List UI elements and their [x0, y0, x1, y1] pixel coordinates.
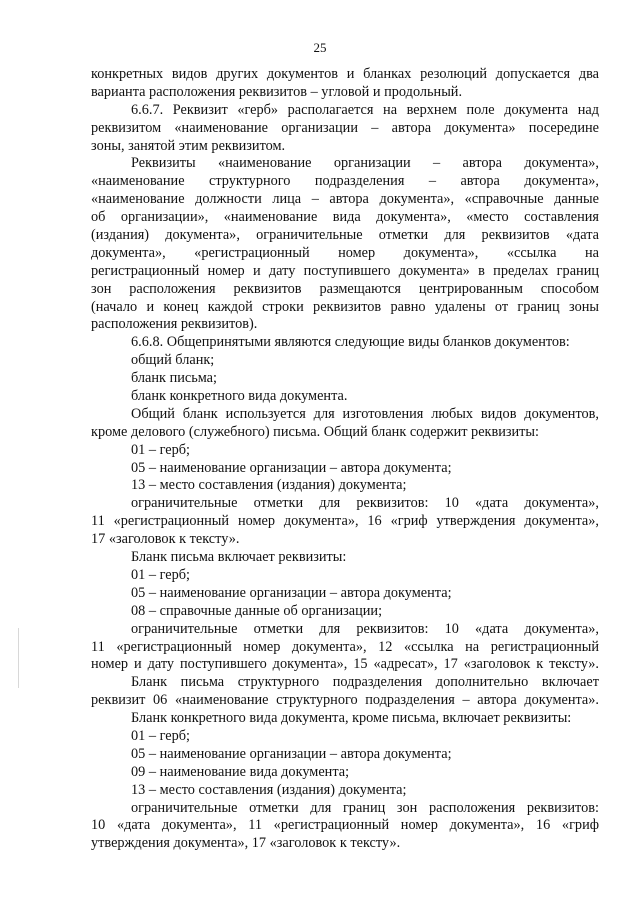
text-line-content: Бланк конкретного вида документа, кроме письма, включает реквизиты:	[131, 710, 572, 727]
text-line	[0, 460, 640, 478]
text-line-content: зон расположения реквизитов размещаются центрированным способом	[91, 280, 599, 297]
text-line	[0, 406, 640, 424]
text-line	[0, 674, 640, 692]
text-line	[0, 334, 640, 352]
text-line-content: Реквизиты «наименование организации – автора документа»,	[131, 155, 599, 172]
text-line	[0, 424, 640, 442]
text-line-content: ограничительные отметки для реквизитов: 10 «дата документа»,	[131, 620, 599, 637]
text-line-content: 11 «регистрационный номер документа», 16 «гриф утверждения документа»,	[91, 513, 599, 530]
document-body	[0, 66, 640, 853]
text-line	[0, 728, 640, 746]
text-line	[0, 817, 640, 835]
text-line-content: утверждения документа», 17 «заголовок к тексту».	[91, 835, 401, 852]
text-line	[0, 782, 640, 800]
text-line-content: 08 – справочные данные об организации;	[131, 602, 383, 619]
text-line-content: 01 – герб;	[131, 441, 191, 458]
text-line-content: бланк конкретного вида документа.	[131, 388, 348, 405]
text-line	[0, 692, 640, 710]
page-number: 25	[313, 40, 327, 55]
text-line	[0, 316, 640, 334]
text-line	[0, 102, 640, 120]
text-line	[0, 299, 640, 317]
text-line	[0, 442, 640, 460]
text-line-content: 09 – наименование вида документа;	[131, 763, 350, 780]
text-line	[0, 549, 640, 567]
text-line	[0, 120, 640, 138]
text-line	[0, 764, 640, 782]
text-line-content: реквизитом «наименование организации – автора документа» посередине	[91, 119, 599, 136]
text-line	[0, 800, 640, 818]
text-line	[0, 710, 640, 728]
text-line-content: номер и дату поступившего документа», 15 «адресат», 17 «заголовок к тексту».	[91, 656, 599, 673]
text-line-content: Общий бланк используется для изготовления любых видов документов,	[131, 405, 599, 422]
text-line-content: (издания) документа», ограничительные отметки для реквизитов «дата	[91, 227, 599, 244]
text-line	[0, 746, 640, 764]
text-line	[0, 191, 640, 209]
text-line-content: расположения реквизитов).	[91, 316, 258, 333]
text-line	[0, 84, 640, 102]
text-line-content: 17 «заголовок к тексту».	[91, 531, 240, 548]
text-line	[0, 209, 640, 227]
text-line-content: бланк письма;	[131, 370, 218, 387]
text-line-content: ограничительные отметки для реквизитов: 10 «дата документа»,	[131, 495, 599, 512]
text-line-content: (начало и конец каждой строки реквизитов равно удалены от границ зоны	[91, 298, 599, 315]
text-line	[0, 66, 640, 84]
text-line-content: 01 – герб;	[131, 566, 191, 583]
text-line	[0, 531, 640, 549]
text-line-content: «наименование структурного подразделения – автора документа»,	[91, 173, 599, 190]
text-line	[0, 495, 640, 513]
text-line-content: 05 – наименование организации – автора документа;	[131, 459, 452, 476]
text-line	[0, 352, 640, 370]
text-line	[0, 138, 640, 156]
scan-edge-mark	[18, 628, 19, 688]
text-line	[0, 639, 640, 657]
text-line-content: 10 «дата документа», 11 «регистрационный номер документа», 16 «гриф	[91, 817, 599, 834]
text-line	[0, 155, 640, 173]
text-line-content: общий бланк;	[131, 352, 215, 369]
text-line	[0, 173, 640, 191]
text-line-content: 6.6.7. Реквизит «герб» располагается на верхнем поле документа над	[131, 101, 599, 118]
text-line	[0, 513, 640, 531]
text-line-content: ограничительные отметки для границ зон расположения реквизитов:	[131, 799, 599, 816]
text-line	[0, 388, 640, 406]
text-line	[0, 567, 640, 585]
text-line-content: 05 – наименование организации – автора документа;	[131, 584, 452, 601]
text-line-content: 05 – наименование организации – автора документа;	[131, 745, 452, 762]
text-line-content: Бланк письма структурного подразделения дополнительно включает	[131, 674, 599, 691]
text-line	[0, 245, 640, 263]
text-line	[0, 835, 640, 853]
text-line-content: документа», «регистрационный номер документа», «ссылка на	[91, 244, 599, 261]
text-line-content: 13 – место составления (издания) документа;	[131, 781, 407, 798]
text-line	[0, 603, 640, 621]
text-line-content: об организации», «наименование вида документа», «место составления	[91, 209, 599, 226]
text-line-content: 13 – место составления (издания) документа;	[131, 477, 407, 494]
text-line-content: 6.6.8. Общепринятыми являются следующие виды бланков документов:	[131, 334, 570, 351]
text-line	[0, 477, 640, 495]
text-line-content: 01 – герб;	[131, 727, 191, 744]
text-line	[0, 585, 640, 603]
text-line-content: Бланк письма включает реквизиты:	[131, 549, 347, 566]
text-line-content: кроме делового (служебного) письма. Общий бланк содержит реквизиты:	[91, 423, 540, 440]
text-line	[0, 656, 640, 674]
text-line-content: регистрационный номер и дату поступившего документа» в пределах границ	[91, 262, 599, 279]
text-line	[0, 263, 640, 281]
text-line-content: конкретных видов других документов и бланках резолюций допускается два	[91, 66, 599, 82]
text-line-content: зоны, занятой этим реквизитом.	[91, 137, 286, 154]
text-line	[0, 227, 640, 245]
text-line-content: «наименование должности лица – автора документа», «справочные данные	[91, 191, 599, 208]
text-line	[0, 621, 640, 639]
text-line	[0, 370, 640, 388]
text-line-content: варианта расположения реквизитов – угловой и продольный.	[91, 83, 463, 100]
text-line-content: реквизит 06 «наименование структурного подразделения – автора документа».	[91, 692, 599, 709]
text-line-content: 11 «регистрационный номер документа», 12 «ссылка на регистрационный	[91, 638, 599, 655]
text-line	[0, 281, 640, 299]
